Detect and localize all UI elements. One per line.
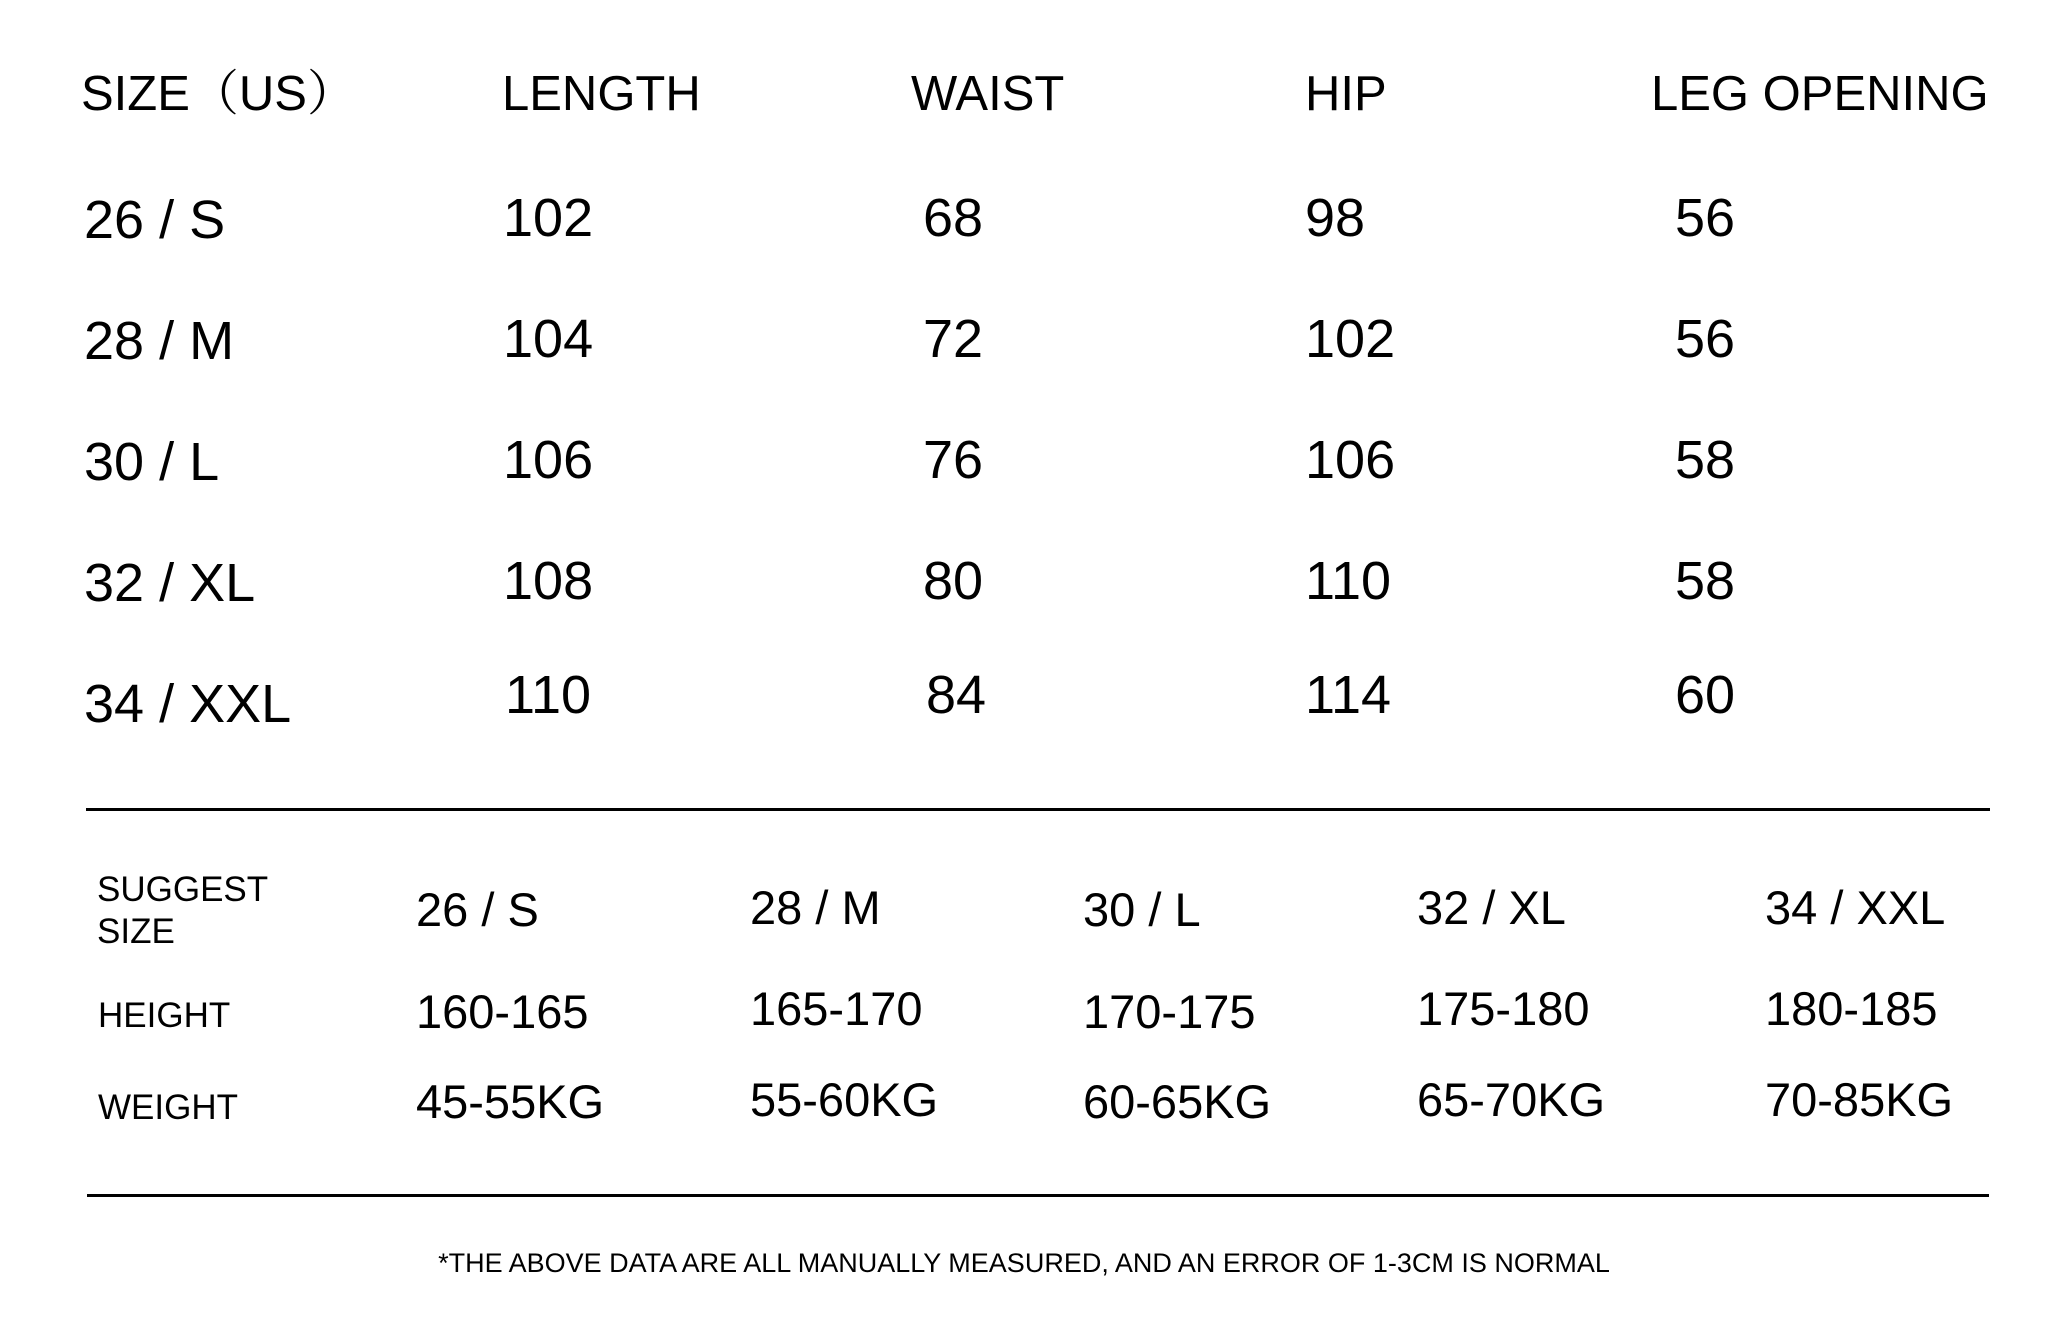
- cell-waist: 76: [923, 430, 984, 490]
- height-label: HEIGHT: [98, 996, 231, 1035]
- cell-length: 106: [503, 430, 594, 490]
- suggest-size: 34 / XXL: [1765, 881, 1946, 934]
- cell-length: 110: [505, 665, 592, 725]
- suggest-size: 30 / L: [1083, 883, 1201, 936]
- cell-hip: 114: [1305, 665, 1392, 725]
- suggest-height: 170-175: [1083, 985, 1256, 1038]
- top-divider: [86, 808, 1990, 811]
- cell-length: 108: [503, 551, 594, 611]
- suggest-height: 180-185: [1765, 982, 1938, 1035]
- suggest-size-label-line1: SUGGEST: [97, 870, 269, 909]
- cell-hip: 110: [1305, 551, 1392, 611]
- suggest-size: 32 / XL: [1417, 881, 1566, 934]
- header-length: LENGTH: [502, 67, 701, 121]
- suggest-weight: 65-70KG: [1417, 1073, 1606, 1126]
- suggest-size: 28 / M: [750, 881, 881, 934]
- cell-waist: 68: [923, 188, 984, 248]
- cell-waist: 84: [926, 665, 987, 725]
- cell-leg-opening: 56: [1675, 309, 1736, 369]
- cell-leg-opening: 56: [1675, 188, 1736, 248]
- weight-label: WEIGHT: [98, 1088, 238, 1127]
- cell-waist: 72: [923, 309, 984, 369]
- cell-hip: 106: [1305, 430, 1396, 490]
- measurement-footnote: *THE ABOVE DATA ARE ALL MANUALLY MEASURED, AND AN ERROR OF 1-3CM IS NORMAL: [438, 1248, 1610, 1278]
- cell-waist: 80: [923, 551, 984, 611]
- cell-leg-opening: 58: [1675, 551, 1736, 611]
- header-size: SIZE（US）: [81, 67, 356, 121]
- header-waist: WAIST: [911, 67, 1065, 121]
- suggest-weight: 55-60KG: [750, 1073, 939, 1126]
- suggest-height: 175-180: [1417, 982, 1590, 1035]
- cell-leg-opening: 60: [1675, 665, 1736, 725]
- suggest-weight: 60-65KG: [1083, 1075, 1272, 1128]
- cell-size: 26 / S: [84, 190, 226, 250]
- cell-hip: 102: [1305, 309, 1396, 369]
- suggest-size: 26 / S: [416, 883, 539, 936]
- cell-leg-opening: 58: [1675, 430, 1736, 490]
- suggest-height: 165-170: [750, 982, 923, 1035]
- cell-size: 30 / L: [84, 432, 220, 492]
- bottom-divider: [87, 1194, 1989, 1197]
- suggest-weight: 45-55KG: [416, 1075, 605, 1128]
- cell-size: 34 / XXL: [84, 674, 292, 734]
- header-leg-opening: LEG OPENING: [1651, 67, 1989, 121]
- cell-size: 28 / M: [84, 311, 235, 371]
- cell-length: 102: [503, 188, 594, 248]
- cell-length: 104: [503, 309, 594, 369]
- cell-size: 32 / XL: [84, 553, 256, 613]
- header-hip: HIP: [1305, 67, 1387, 121]
- cell-hip: 98: [1305, 188, 1366, 248]
- suggest-height: 160-165: [416, 985, 589, 1038]
- suggest-size-label-line2: SIZE: [97, 912, 175, 951]
- suggest-weight: 70-85KG: [1765, 1073, 1954, 1126]
